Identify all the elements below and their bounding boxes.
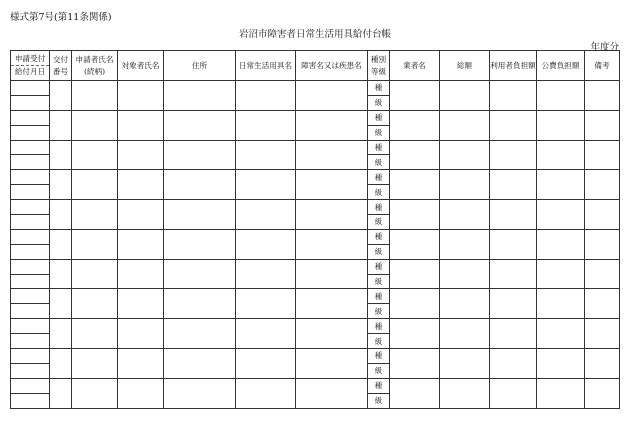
col-applicant: 申請者氏名 (続柄) bbox=[72, 51, 118, 81]
receipt-date-cell bbox=[11, 259, 50, 274]
address-cell bbox=[164, 349, 236, 379]
delivery-date-cell bbox=[11, 274, 50, 289]
form-number: 様式第7号(第11条関係) bbox=[10, 12, 112, 23]
subject-name-cell bbox=[118, 110, 164, 140]
total-cell bbox=[440, 170, 490, 200]
vendor-cell bbox=[390, 81, 440, 111]
issue-no-cell bbox=[50, 378, 72, 408]
subject-name-cell bbox=[118, 378, 164, 408]
grade-cell: 級 bbox=[368, 334, 390, 349]
grade-cell: 級 bbox=[368, 155, 390, 170]
col-public-charge: 公費負担額 bbox=[537, 51, 585, 81]
applicant-cell bbox=[72, 289, 118, 319]
item-name-cell bbox=[236, 170, 296, 200]
ledger-body bbox=[11, 81, 620, 409]
remarks-cell bbox=[585, 170, 620, 200]
disability-cell bbox=[296, 289, 368, 319]
grade-cell: 級 bbox=[368, 363, 390, 378]
item-name-cell bbox=[236, 259, 296, 289]
total-cell bbox=[440, 81, 490, 111]
receipt-date-cell bbox=[11, 200, 50, 215]
address-cell bbox=[164, 259, 236, 289]
public-charge-cell bbox=[537, 200, 585, 230]
issue-no-cell bbox=[50, 140, 72, 170]
public-charge-cell bbox=[537, 378, 585, 408]
public-charge-cell bbox=[537, 170, 585, 200]
user-charge-cell bbox=[490, 81, 537, 111]
table-row bbox=[11, 170, 620, 185]
receipt-date-cell bbox=[11, 170, 50, 185]
address-cell bbox=[164, 81, 236, 111]
type-cell: 種 bbox=[368, 349, 390, 364]
applicant-cell bbox=[72, 81, 118, 111]
disability-cell bbox=[296, 319, 368, 349]
user-charge-cell bbox=[490, 200, 537, 230]
ledger-table bbox=[10, 50, 620, 409]
grade-cell: 級 bbox=[368, 304, 390, 319]
applicant-cell bbox=[72, 319, 118, 349]
vendor-cell bbox=[390, 349, 440, 379]
remarks-cell bbox=[585, 81, 620, 111]
subject-name-cell bbox=[118, 289, 164, 319]
disability-cell bbox=[296, 170, 368, 200]
public-charge-cell bbox=[537, 110, 585, 140]
vendor-cell bbox=[390, 170, 440, 200]
issue-no-cell bbox=[50, 200, 72, 230]
grade-cell: 級 bbox=[368, 244, 390, 259]
user-charge-cell bbox=[490, 349, 537, 379]
delivery-date-cell bbox=[11, 215, 50, 230]
public-charge-cell bbox=[537, 259, 585, 289]
subject-name-cell bbox=[118, 140, 164, 170]
public-charge-cell bbox=[537, 349, 585, 379]
vendor-cell bbox=[390, 259, 440, 289]
type-cell: 種 bbox=[368, 200, 390, 215]
col-issue-no: 交付 番号 bbox=[50, 51, 72, 81]
grade-cell: 級 bbox=[368, 393, 390, 408]
remarks-cell bbox=[585, 259, 620, 289]
table-row bbox=[11, 229, 620, 244]
issue-no-cell bbox=[50, 81, 72, 111]
grade-cell: 級 bbox=[368, 125, 390, 140]
address-cell bbox=[164, 110, 236, 140]
address-cell bbox=[164, 229, 236, 259]
item-name-cell bbox=[236, 81, 296, 111]
col-type-grade: 種別 等級 bbox=[368, 51, 390, 81]
type-cell: 種 bbox=[368, 319, 390, 334]
user-charge-cell bbox=[490, 259, 537, 289]
vendor-cell bbox=[390, 229, 440, 259]
total-cell bbox=[440, 378, 490, 408]
user-charge-cell bbox=[490, 170, 537, 200]
remarks-cell bbox=[585, 378, 620, 408]
item-name-cell bbox=[236, 229, 296, 259]
remarks-cell bbox=[585, 319, 620, 349]
disability-cell bbox=[296, 110, 368, 140]
receipt-date-cell bbox=[11, 140, 50, 155]
col-user-charge: 利用者負担額 bbox=[490, 51, 537, 81]
item-name-cell bbox=[236, 378, 296, 408]
delivery-date-cell bbox=[11, 125, 50, 140]
applicant-cell bbox=[72, 349, 118, 379]
grade-cell: 級 bbox=[368, 95, 390, 110]
address-cell bbox=[164, 170, 236, 200]
type-cell: 種 bbox=[368, 229, 390, 244]
applicant-cell bbox=[72, 259, 118, 289]
type-cell: 種 bbox=[368, 140, 390, 155]
grade-cell: 級 bbox=[368, 185, 390, 200]
delivery-date-cell bbox=[11, 304, 50, 319]
public-charge-cell bbox=[537, 81, 585, 111]
vendor-cell bbox=[390, 319, 440, 349]
document-title: 岩沼市障害者日常生活用具給付台帳 bbox=[238, 29, 391, 40]
applicant-cell bbox=[72, 110, 118, 140]
applicant-cell bbox=[72, 140, 118, 170]
item-name-cell bbox=[236, 110, 296, 140]
disability-cell bbox=[296, 378, 368, 408]
disability-cell bbox=[296, 259, 368, 289]
applicant-cell bbox=[72, 200, 118, 230]
vendor-cell bbox=[390, 289, 440, 319]
item-name-cell bbox=[236, 200, 296, 230]
table-row bbox=[11, 200, 620, 215]
issue-no-cell bbox=[50, 229, 72, 259]
disability-cell bbox=[296, 81, 368, 111]
delivery-date-cell bbox=[11, 185, 50, 200]
issue-no-cell bbox=[50, 319, 72, 349]
table-row bbox=[11, 140, 620, 155]
applicant-cell bbox=[72, 229, 118, 259]
table-row bbox=[11, 110, 620, 125]
table-row bbox=[11, 319, 620, 334]
total-cell bbox=[440, 200, 490, 230]
total-cell bbox=[440, 259, 490, 289]
issue-no-cell bbox=[50, 170, 72, 200]
total-cell bbox=[440, 110, 490, 140]
delivery-date-cell bbox=[11, 95, 50, 110]
type-cell: 種 bbox=[368, 378, 390, 393]
issue-no-cell bbox=[50, 259, 72, 289]
issue-no-cell bbox=[50, 289, 72, 319]
public-charge-cell bbox=[537, 229, 585, 259]
item-name-cell bbox=[236, 140, 296, 170]
total-cell bbox=[440, 349, 490, 379]
user-charge-cell bbox=[490, 319, 537, 349]
disability-cell bbox=[296, 200, 368, 230]
subject-name-cell bbox=[118, 229, 164, 259]
remarks-cell bbox=[585, 229, 620, 259]
delivery-date-cell bbox=[11, 334, 50, 349]
vendor-cell bbox=[390, 378, 440, 408]
subject-name-cell bbox=[118, 259, 164, 289]
receipt-date-cell bbox=[11, 349, 50, 364]
subject-name-cell bbox=[118, 170, 164, 200]
item-name-cell bbox=[236, 289, 296, 319]
user-charge-cell bbox=[490, 110, 537, 140]
remarks-cell bbox=[585, 140, 620, 170]
receipt-date-cell bbox=[11, 319, 50, 334]
table-row bbox=[11, 81, 620, 96]
remarks-cell bbox=[585, 110, 620, 140]
public-charge-cell bbox=[537, 319, 585, 349]
receipt-date-cell bbox=[11, 289, 50, 304]
disability-cell bbox=[296, 229, 368, 259]
item-name-cell bbox=[236, 349, 296, 379]
issue-no-cell bbox=[50, 349, 72, 379]
col-subject-name: 対象者氏名 bbox=[118, 51, 164, 81]
public-charge-cell bbox=[537, 289, 585, 319]
table-row bbox=[11, 259, 620, 274]
receipt-date-cell bbox=[11, 378, 50, 393]
grade-cell: 級 bbox=[368, 215, 390, 230]
user-charge-cell bbox=[490, 140, 537, 170]
delivery-date-cell bbox=[11, 363, 50, 378]
delivery-date-cell bbox=[11, 393, 50, 408]
fiscal-year-label: 年度分 bbox=[590, 42, 619, 53]
subject-name-cell bbox=[118, 81, 164, 111]
receipt-date-cell bbox=[11, 110, 50, 125]
issue-no-cell bbox=[50, 110, 72, 140]
user-charge-cell bbox=[490, 229, 537, 259]
col-vendor: 業者名 bbox=[390, 51, 440, 81]
col-disability: 障害名又は疾患名 bbox=[296, 51, 368, 81]
remarks-cell bbox=[585, 349, 620, 379]
grade-cell: 級 bbox=[368, 274, 390, 289]
disability-cell bbox=[296, 140, 368, 170]
item-name-cell bbox=[236, 319, 296, 349]
delivery-date-cell bbox=[11, 155, 50, 170]
type-cell: 種 bbox=[368, 81, 390, 96]
col-item-name: 日常生活用具名 bbox=[236, 51, 296, 81]
total-cell bbox=[440, 229, 490, 259]
vendor-cell bbox=[390, 140, 440, 170]
applicant-cell bbox=[72, 378, 118, 408]
table-row bbox=[11, 289, 620, 304]
vendor-cell bbox=[390, 200, 440, 230]
col-total: 総額 bbox=[440, 51, 490, 81]
col-receipt-date: 申請受付 給付月日 bbox=[11, 51, 50, 81]
user-charge-cell bbox=[490, 289, 537, 319]
address-cell bbox=[164, 378, 236, 408]
applicant-cell bbox=[72, 170, 118, 200]
col-address: 住所 bbox=[164, 51, 236, 81]
total-cell bbox=[440, 140, 490, 170]
user-charge-cell bbox=[490, 378, 537, 408]
receipt-date-cell bbox=[11, 81, 50, 96]
type-cell: 種 bbox=[368, 259, 390, 274]
total-cell bbox=[440, 289, 490, 319]
table-row bbox=[11, 349, 620, 364]
type-cell: 種 bbox=[368, 110, 390, 125]
receipt-date-cell bbox=[11, 229, 50, 244]
delivery-date-cell bbox=[11, 244, 50, 259]
type-cell: 種 bbox=[368, 289, 390, 304]
address-cell bbox=[164, 289, 236, 319]
col-remarks: 備考 bbox=[585, 51, 620, 81]
remarks-cell bbox=[585, 200, 620, 230]
type-cell: 種 bbox=[368, 170, 390, 185]
total-cell bbox=[440, 319, 490, 349]
address-cell bbox=[164, 319, 236, 349]
address-cell bbox=[164, 140, 236, 170]
subject-name-cell bbox=[118, 319, 164, 349]
address-cell bbox=[164, 200, 236, 230]
remarks-cell bbox=[585, 289, 620, 319]
subject-name-cell bbox=[118, 349, 164, 379]
table-row bbox=[11, 378, 620, 393]
subject-name-cell bbox=[118, 200, 164, 230]
vendor-cell bbox=[390, 110, 440, 140]
public-charge-cell bbox=[537, 140, 585, 170]
header-row bbox=[11, 51, 620, 81]
disability-cell bbox=[296, 349, 368, 379]
